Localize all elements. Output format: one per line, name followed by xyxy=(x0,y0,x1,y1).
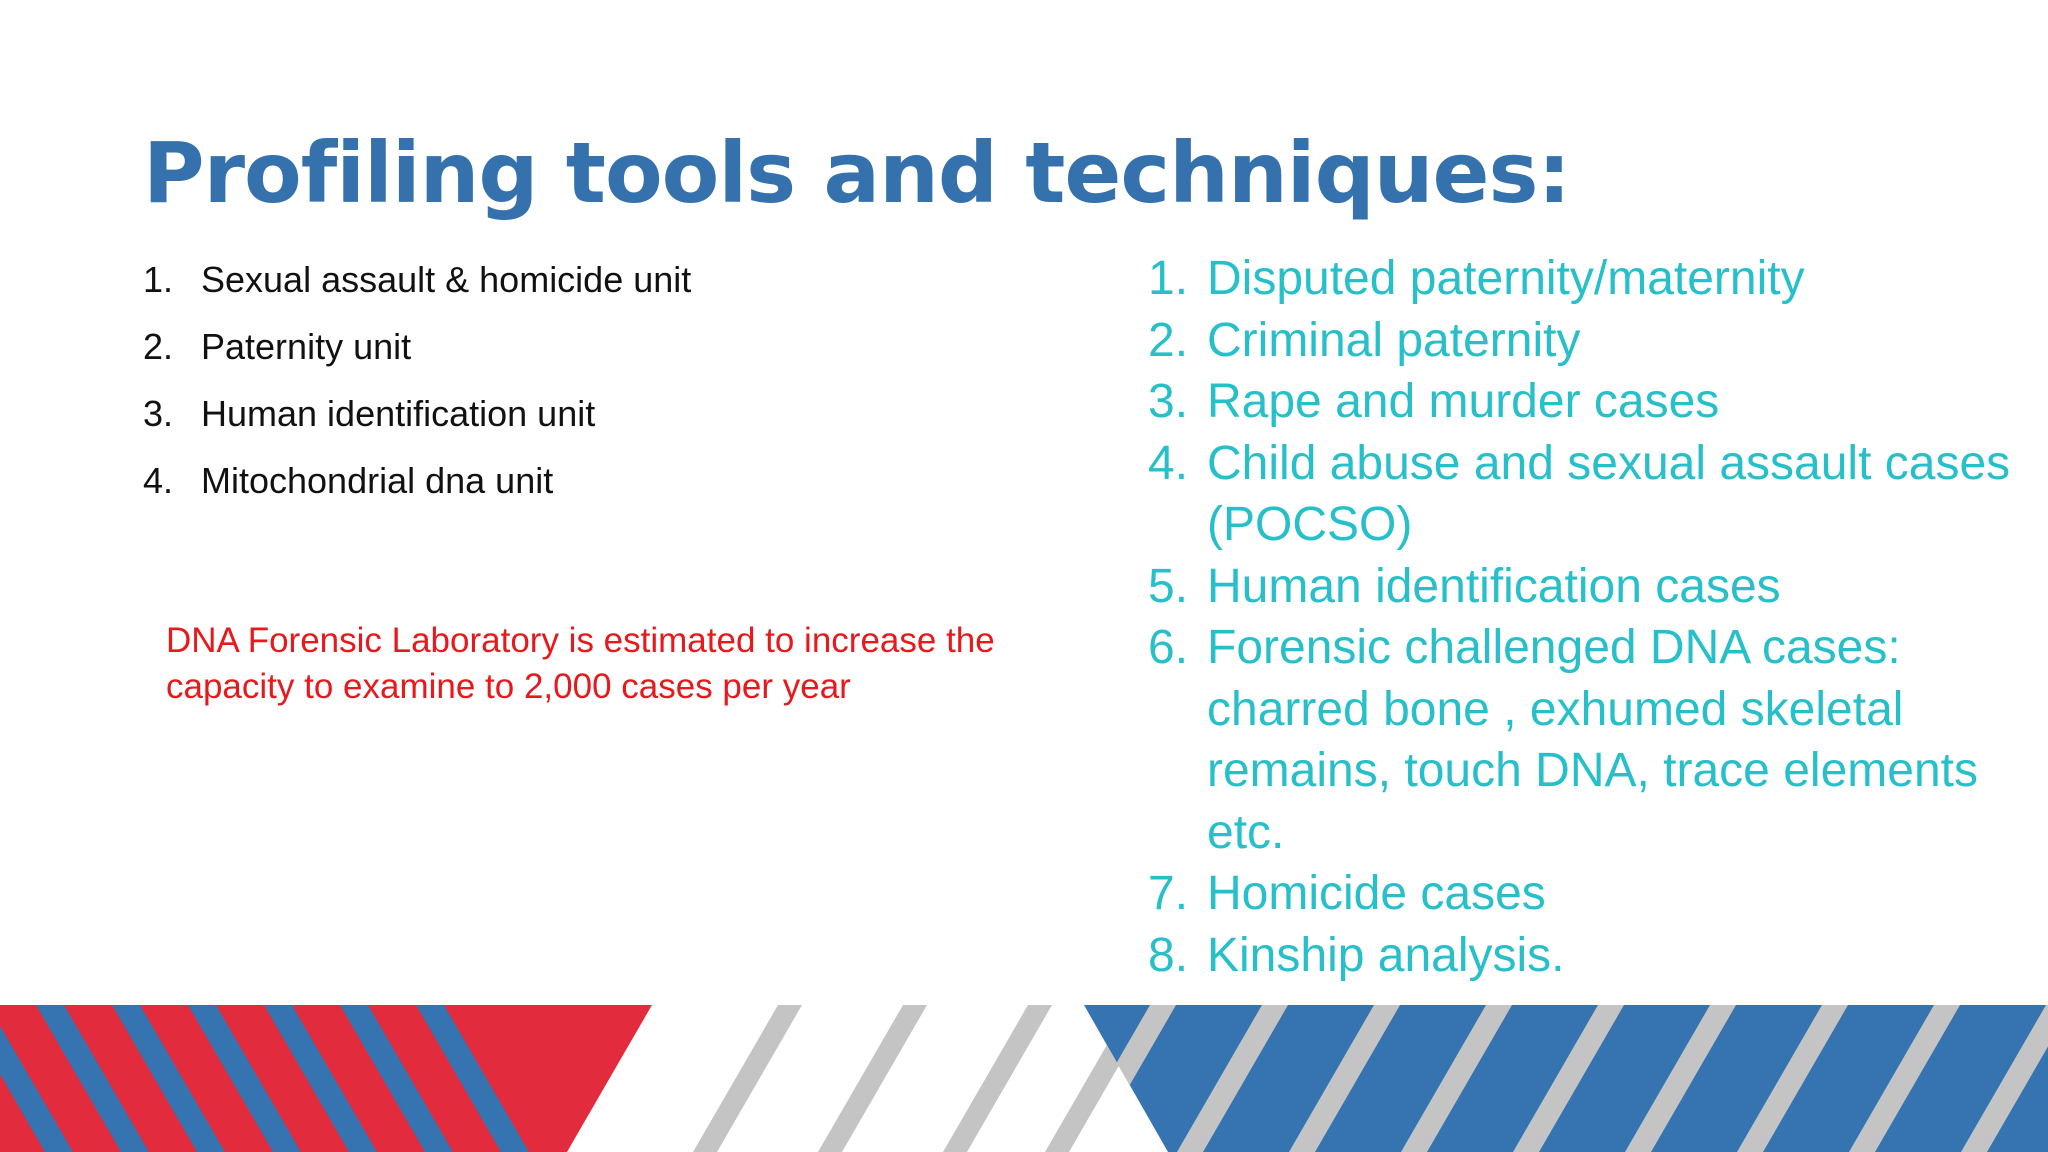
case-item xyxy=(1148,371,2028,433)
case-label: Homicide cases xyxy=(1207,867,1546,920)
case-label: Rape and murder cases xyxy=(1207,375,1720,428)
case-item xyxy=(1148,925,2028,987)
unit-item xyxy=(143,447,691,514)
unit-number: 1. xyxy=(143,259,174,300)
case-number: 8. xyxy=(1148,928,1189,982)
unit-number: 3. xyxy=(143,393,174,434)
case-number: 1. xyxy=(1148,252,1189,305)
unit-label: Human identification unit xyxy=(201,393,596,434)
case-item xyxy=(1148,617,2028,863)
middle-stripes xyxy=(693,1005,1154,1152)
case-label: Kinship analysis. xyxy=(1207,928,1565,982)
unit-label: Mitochondrial dna unit xyxy=(201,460,554,501)
case-item xyxy=(1148,863,2028,925)
case-item xyxy=(1148,310,2028,372)
case-number: 6. xyxy=(1148,621,1189,674)
units-list xyxy=(143,246,691,514)
unit-label: Sexual assault & homicide unit xyxy=(201,259,692,300)
slide-title: Profiling tools and techniques: xyxy=(143,124,1571,222)
cases-list xyxy=(1148,248,2028,986)
unit-number: 2. xyxy=(143,326,174,367)
case-item xyxy=(1148,556,2028,618)
unit-number: 4. xyxy=(143,460,174,501)
case-number: 3. xyxy=(1148,375,1189,428)
case-number: 5. xyxy=(1148,559,1189,613)
unit-item xyxy=(143,380,691,447)
case-number: 4. xyxy=(1148,436,1189,490)
case-label: Criminal paternity xyxy=(1207,313,1581,367)
decorative-stripe-band xyxy=(0,1005,2048,1152)
case-label: Human identification cases xyxy=(1207,559,1781,613)
unit-item xyxy=(143,313,691,380)
case-number: 2. xyxy=(1148,313,1189,367)
case-item xyxy=(1148,433,2028,556)
case-number: 7. xyxy=(1148,867,1189,920)
case-label: Forensic challenged DNA cases: charred bone , exhumed skeletal remains, touch DNA, trace elements etc. xyxy=(1207,621,1978,859)
case-item xyxy=(1148,248,2028,310)
unit-item xyxy=(143,246,691,313)
case-label: Disputed paternity/maternity xyxy=(1207,252,1805,305)
unit-label: Paternity unit xyxy=(201,326,412,367)
case-label: Child abuse and sexual assault cases (POCSO) xyxy=(1207,436,2011,551)
capacity-note: DNA Forensic Laboratory is estimated to increase the capacity to examine to 2,000 cases per year xyxy=(166,621,995,706)
